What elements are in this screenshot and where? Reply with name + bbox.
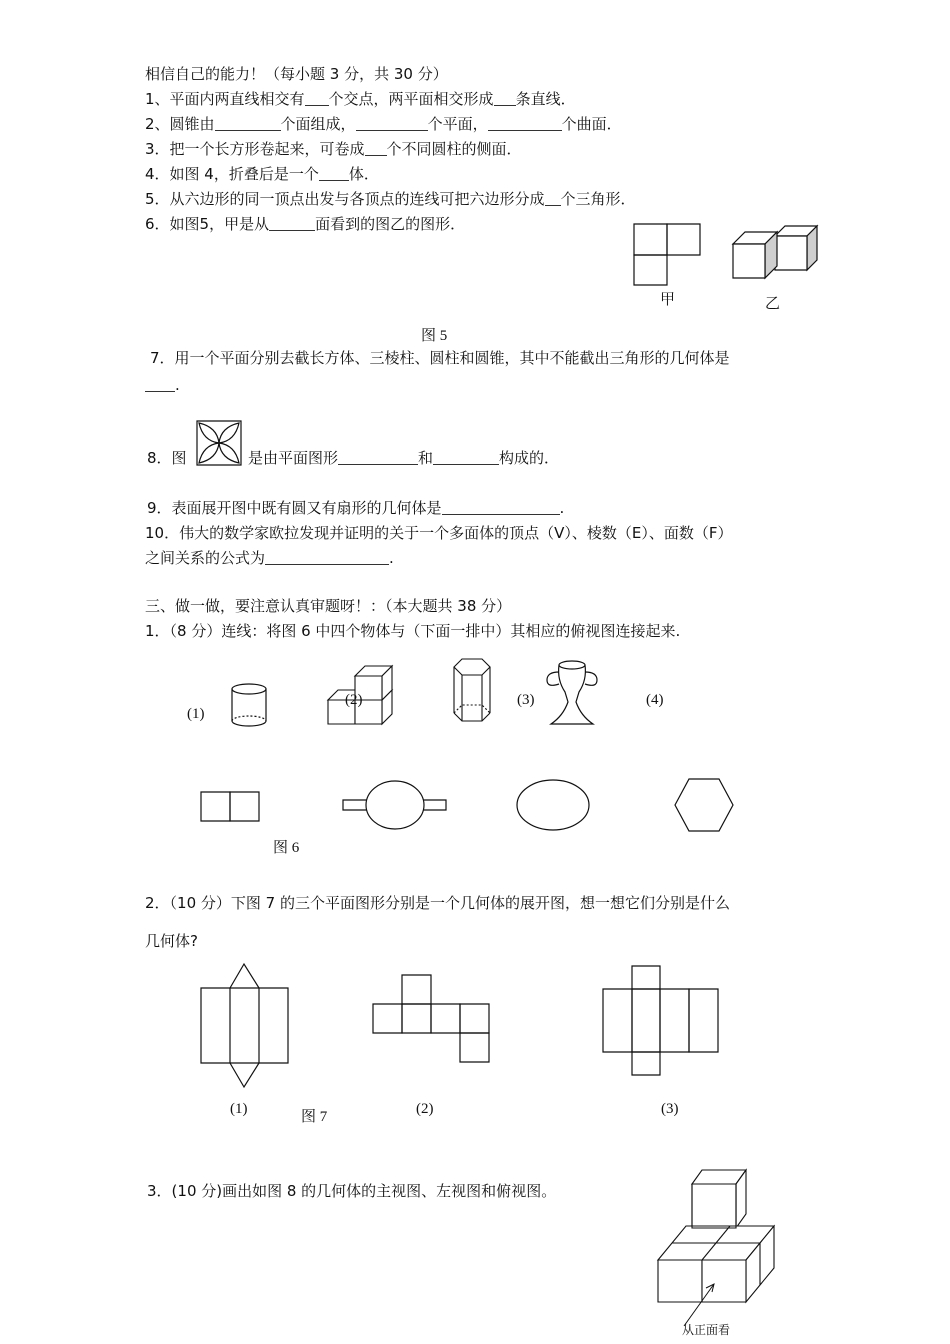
answer-blank[interactable] bbox=[442, 500, 560, 515]
trophy-cup-object bbox=[543, 658, 601, 726]
answer-blank[interactable] bbox=[338, 450, 418, 465]
question-4 bbox=[145, 165, 379, 183]
question-5-text-b: 个三角形． bbox=[560, 190, 636, 208]
figure-8-front-view-label: 从正面看 bbox=[682, 1323, 731, 1337]
figure-5-caption: 图 5 bbox=[421, 328, 448, 344]
question-7: 7．用一个平面分别去截长方体、三棱柱、圆柱和圆锥，其中不能截出三角形的几何体是 bbox=[150, 349, 730, 367]
hexagonal-prism-object bbox=[448, 657, 496, 725]
top-view-hexagon bbox=[674, 778, 736, 832]
question-2-text-d: 个曲面． bbox=[561, 115, 622, 133]
answer-blank[interactable] bbox=[433, 450, 499, 465]
answer-blank[interactable] bbox=[494, 91, 516, 106]
figure-7-label-1: (1) bbox=[230, 1101, 248, 1117]
question-1 bbox=[145, 90, 576, 108]
figure-6-caption: 图 6 bbox=[273, 840, 300, 856]
answer-blank[interactable] bbox=[488, 116, 562, 131]
answer-blank[interactable] bbox=[365, 141, 387, 156]
top-view-two-squares bbox=[200, 791, 262, 823]
answer-blank[interactable] bbox=[305, 91, 329, 106]
figure-5-yi-solid bbox=[732, 222, 820, 280]
section-header-three: 三、做一做，要注意认真审题呀！：（本大题共 38 分） bbox=[145, 597, 512, 615]
task-3-prefix: 3． bbox=[147, 1182, 172, 1200]
task-3-text: (10 分)画出如图 8 的几何体的主视图、左视图和俯视图。 bbox=[171, 1182, 557, 1200]
answer-blank[interactable] bbox=[265, 550, 389, 565]
answer-blank[interactable] bbox=[356, 116, 428, 131]
question-6-text-a: 6．如图5，甲是从 bbox=[145, 215, 270, 233]
question-4-text-a: 4．如图 4，折叠后是一个 bbox=[145, 165, 319, 183]
question-8-text-b: 是由平面图形 bbox=[248, 449, 339, 467]
question-8-text-d: 构成的． bbox=[499, 449, 560, 467]
question-2-text-b: 个面组成， bbox=[280, 115, 356, 133]
question-5-text-a: 5．从六边形的同一顶点出发与各顶点的连线可把六边形分成 bbox=[145, 190, 545, 208]
figure-7-label-3: (3) bbox=[661, 1101, 679, 1117]
question-2-text-a: 2、圆锥由 bbox=[145, 115, 215, 133]
net-cube bbox=[372, 974, 490, 1064]
question-4-text-b: 体． bbox=[348, 165, 379, 183]
task-2-line-1: 2．（10 分）下图 7 的三个平面图形分别是一个几何体的展开图，想一想它们分别是什么 bbox=[145, 894, 730, 912]
task-3 bbox=[147, 1182, 556, 1200]
question-3 bbox=[145, 140, 522, 158]
answer-blank[interactable] bbox=[269, 216, 315, 231]
figure-6-label-3: (3) bbox=[517, 692, 535, 708]
question-10-text: 之间关系的公式为 bbox=[145, 549, 266, 567]
figure-7-label-2: (2) bbox=[416, 1101, 434, 1117]
figure-8-solid bbox=[646, 1168, 778, 1340]
figure-6-label-1: (1) bbox=[187, 706, 205, 722]
question-3-text-b: 个不同圆柱的侧面． bbox=[386, 140, 522, 158]
net-triangular-prism bbox=[200, 963, 290, 1089]
question-7-end: . bbox=[175, 376, 180, 394]
question-10-end: . bbox=[389, 549, 394, 567]
answer-blank[interactable] bbox=[545, 191, 561, 206]
question-8-text-a: 8．图 bbox=[147, 449, 187, 467]
task-1-text: 1．（8 分）连线：将图 6 中四个物体与（下面一排中）其相应的俯视图连接起来. bbox=[145, 622, 681, 640]
question-9-text-a: 9．表面展开图中既有圆又有扇形的几何体是 bbox=[147, 499, 442, 517]
question-8-rest bbox=[248, 449, 559, 467]
question-6 bbox=[145, 215, 465, 233]
stacked-cubes-object bbox=[326, 660, 406, 726]
figure-6-label-2: (2) bbox=[345, 692, 363, 708]
cylinder-object bbox=[230, 683, 270, 728]
question-1-text-a: 1、平面内两直线相交有 bbox=[145, 90, 305, 108]
answer-blank[interactable] bbox=[145, 377, 175, 392]
answer-blank[interactable] bbox=[319, 166, 349, 181]
question-2-text-c: 个平面， bbox=[427, 115, 488, 133]
question-7-answer bbox=[145, 376, 180, 394]
top-view-ellipse-with-handles bbox=[342, 779, 448, 833]
net-cuboid bbox=[602, 965, 720, 1077]
question-10-line-1: 10．伟大的数学家欧拉发现并证明的关于一个多面体的顶点（V）、棱数（E）、面数（F） bbox=[145, 524, 733, 542]
answer-blank[interactable] bbox=[215, 116, 281, 131]
question-10-line-2 bbox=[145, 549, 394, 567]
question-1-text-c: 条直线． bbox=[515, 90, 576, 108]
top-view-ellipse bbox=[515, 779, 591, 833]
question-9-end: . bbox=[559, 499, 565, 517]
figure-6-label-4: (4) bbox=[646, 692, 664, 708]
question-6-text-b: 面看到的图乙的图形． bbox=[315, 215, 466, 233]
question-3-text-a: 3．把一个长方形卷起来，可卷成 bbox=[145, 140, 365, 158]
figure-7-caption: 图 7 bbox=[301, 1109, 328, 1125]
section-header-fill: 相信自己的能力！（每小题 3 分，共 30 分） bbox=[145, 65, 448, 83]
question-9 bbox=[147, 499, 564, 517]
figure-5-label-yi: 乙 bbox=[765, 296, 781, 312]
question-1-text-b: 个交点，两平面相交形成 bbox=[328, 90, 494, 108]
figure-5-jia-view bbox=[633, 223, 703, 287]
task-2-line-2: 几何体? bbox=[145, 932, 198, 950]
question-5 bbox=[145, 190, 636, 208]
question-2 bbox=[145, 115, 622, 133]
question-8-text-c: 和 bbox=[418, 449, 434, 467]
figure-4-leaf-pattern bbox=[196, 420, 242, 466]
figure-5-label-jia: 甲 bbox=[660, 292, 676, 308]
